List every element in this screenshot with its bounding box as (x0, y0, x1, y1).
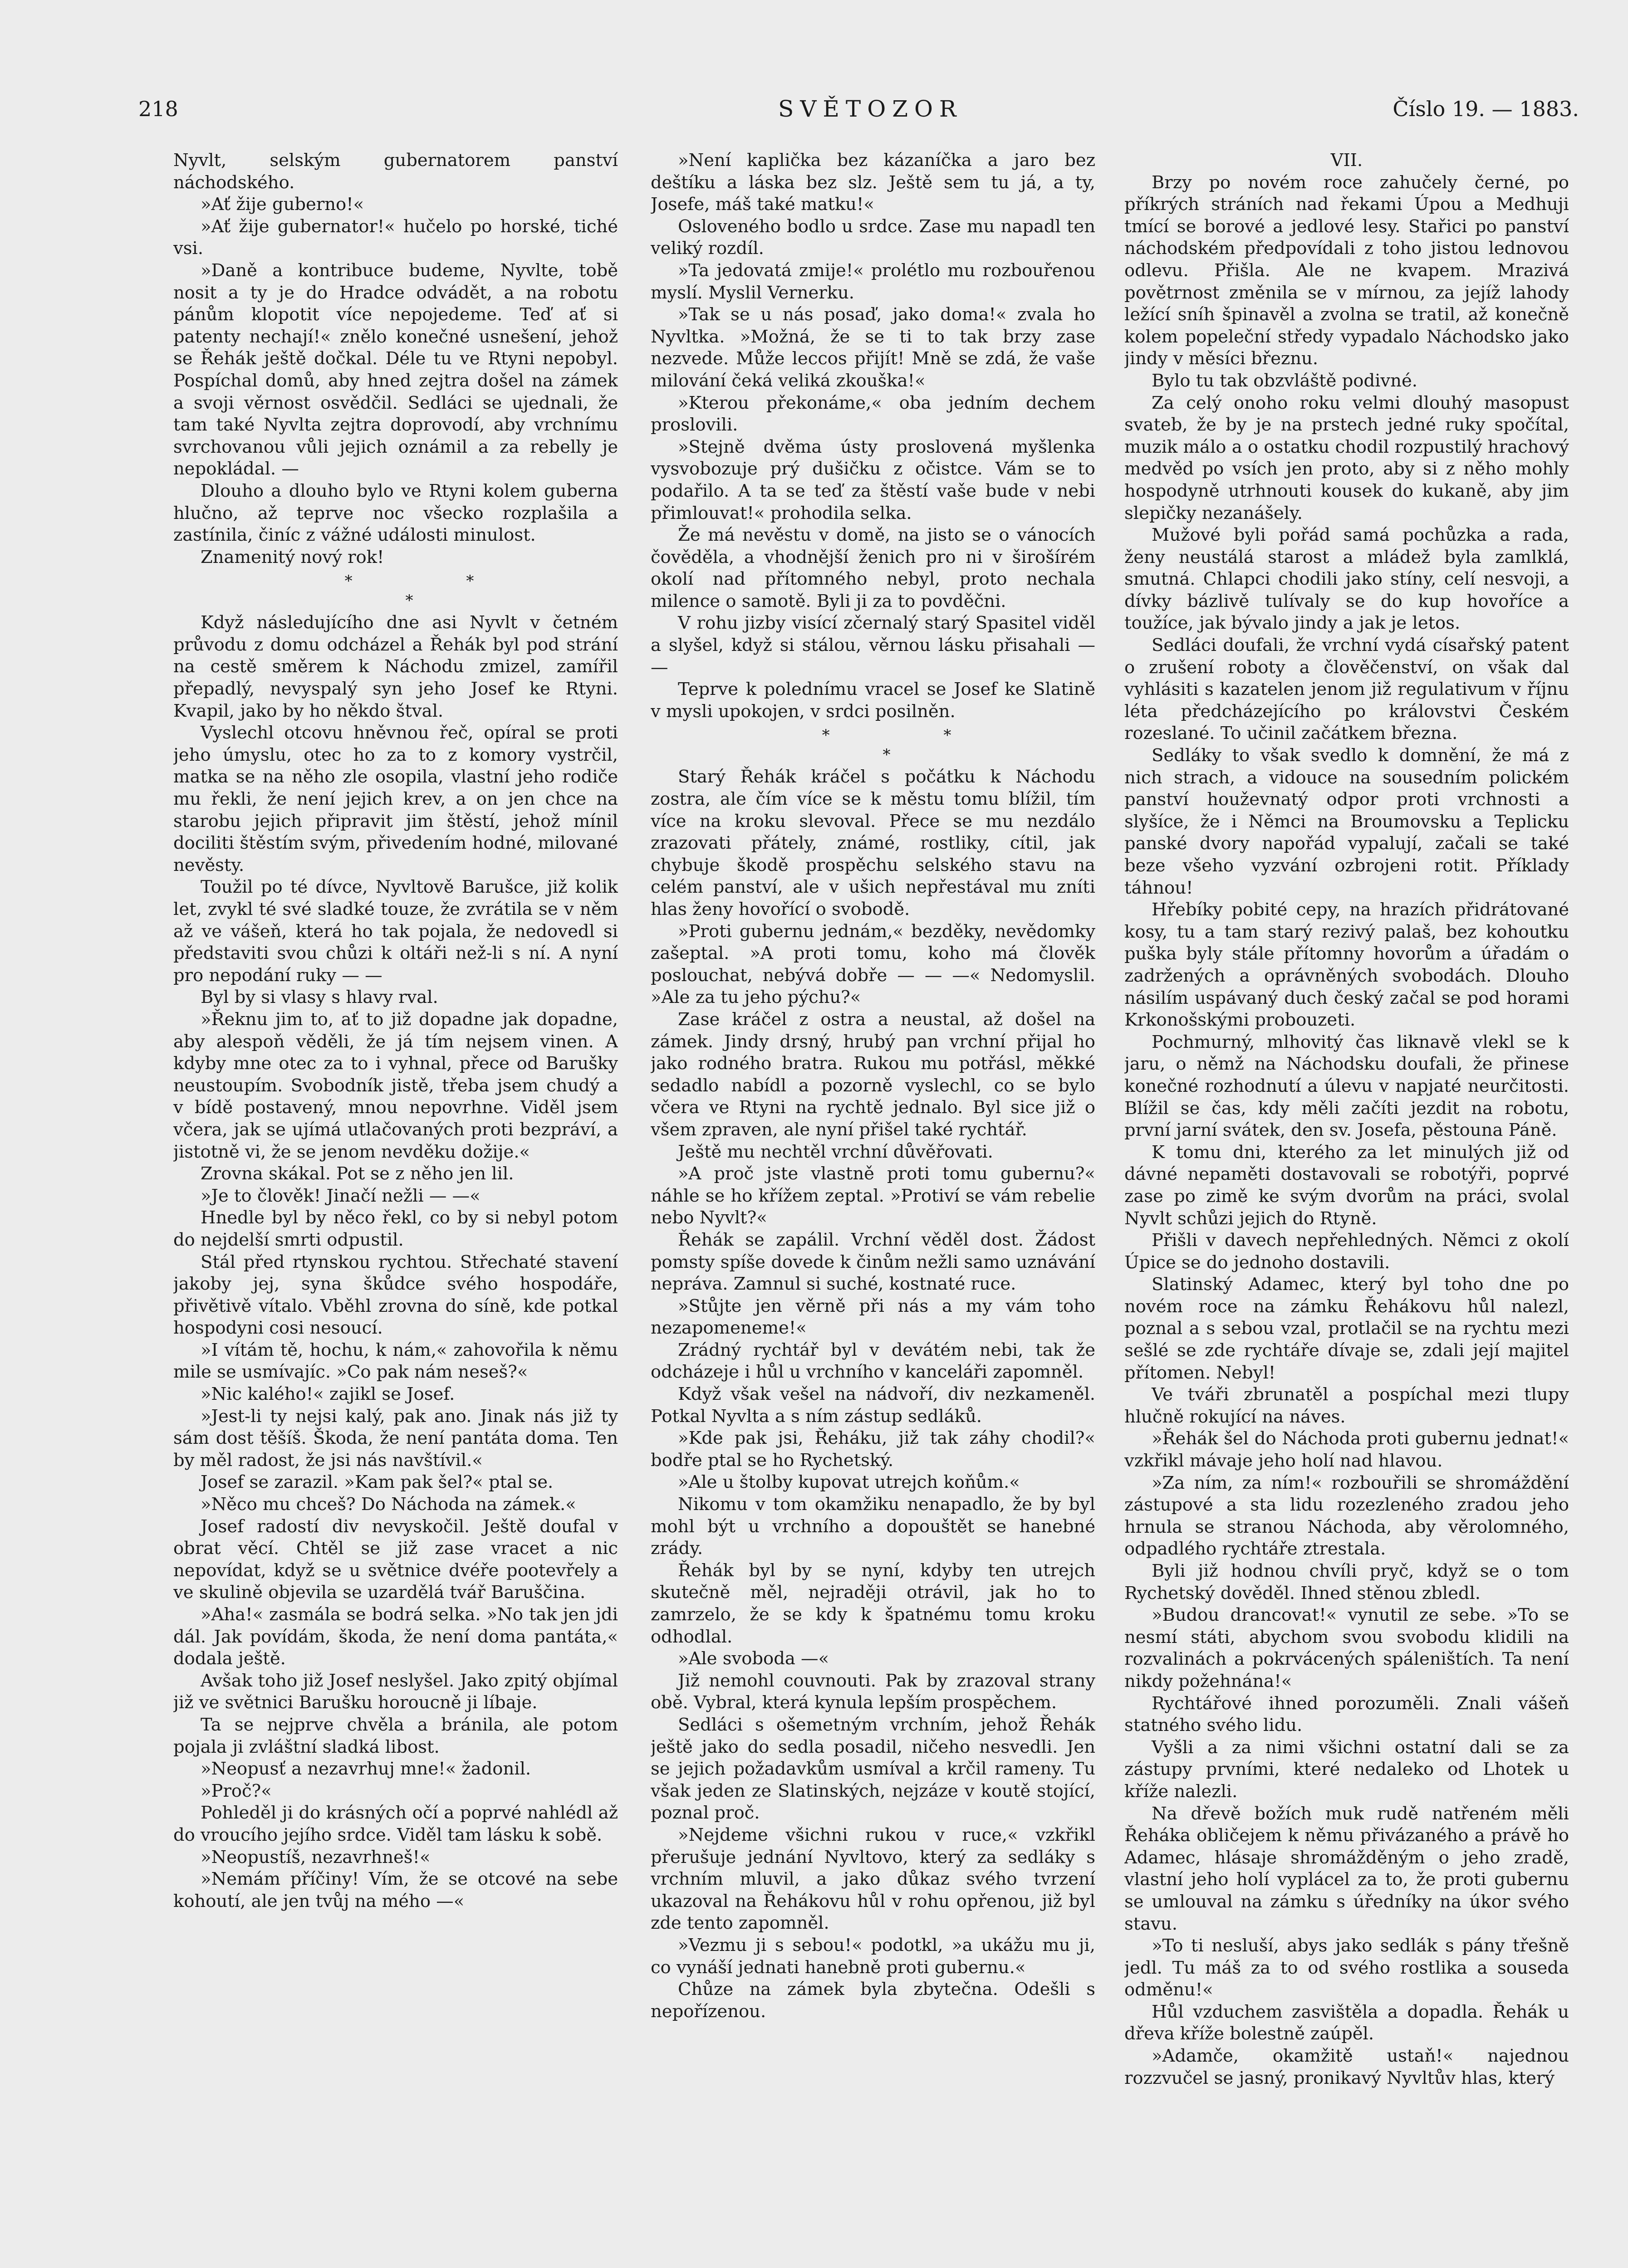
paragraph: Ta se nejprve chvěla a bránila, ale potom pojala ji zvláštní sladká libost. (173, 1714, 618, 1757)
paragraph: Rychtářové ihned porozuměli. Znali vášeň statného svého lidu. (1124, 1693, 1569, 1736)
paragraph: Josef se zarazil. »Kam pak šel?« ptal se. (201, 1472, 554, 1493)
text-column-3 (1124, 150, 1569, 2245)
paragraph: Toužil po té dívce, Nyvltově Barušce, již kolik let, zvykl té své sladké touze, že zvrátila se v něm až ve vášeň, která ho tak pojala, že nedovedl si představiti svou chůzi k oltáři než-li s ní. A nyní pro nepodání ruky — — (173, 877, 618, 986)
paragraph: Byli již hodnou chvíli pryč, když se o tom Rychetský dověděl. Ihned stěnou zbledl. (1124, 1561, 1569, 1603)
paragraph: Zrovna skákal. Pot se z něho jen lil. (201, 1163, 514, 1184)
paragraph: Hřebíky pobité cepy, na hrazích přidrátované kosy, tu a tam starý rezivý palaš, bez kohoutku puška byly stále přítomny hovorům a úřadám o zadržených a oprávněných svobodách. Dlouho násilím uspávaný duch český začal se pod horami Krkonošskými probouzeti. (1124, 899, 1569, 1031)
paragraph: »Jest-li ty nejsi kalý, pak ano. Jinak nás již ty sám dost těšíš. Škoda, že není pantáta doma. Ten by měl radost, že jsi nás navštívil.« (173, 1406, 618, 1471)
paragraph: »Stůjte jen věrně při nás a my vám toho nezapomeneme!« (651, 1295, 1095, 1339)
paragraph: Že má nevěstu v domě, na jisto se o vánocích čověděla, a vhodnější ženich pro ni v širošírém okolí nad přítomného nebyl, proto nechala milence o samotě. Byli ji za to povděčni. (651, 525, 1095, 611)
paragraph: Slatinský Adamec, který byl toho dne po novém roce na zámku Řehákovu hůl nalezl, poznal a s sebou vzal, protlačil se na rychtu mezi sešlé se zde rychtáře dívaje se, zdali její majitel přítomen. Nebyl! (1124, 1274, 1569, 1383)
paragraph: Starý Řehák kráčel s počátku k Náchodu zostra, ale čím více se k městu tomu blížil, tím více na kroku slevoval. Přece se mu nezdálo zrazovati přátely, známé, rostliky, cítil, jak chybuje škodě prospěchu selského stavu na celém panství, ale v ušich nepřestával mu zníti hlas ženy hovořící o svobodě. (651, 767, 1095, 919)
page-number: 218 (138, 97, 178, 121)
paragraph: »Nejdeme všichni rukou v ruce,« vzkřikl přerušuje jednání Nyvltovo, který za sedláky s vrchním mluvil, a jako důkaz svého tvrzení ukazoval na Řehákovu hůl v rohu opřenou, již byl zde tento zapomněl. (651, 1824, 1095, 1934)
paragraph: Řehák se zapálil. Vrchní věděl dost. Žádost pomsty spíše dovede k činům nežli samo uznávání nepráva. Zamnul si suché, kostnaté ruce. (651, 1229, 1095, 1295)
paragraph: »Stejně dvěma ústy proslovená myšlenka vysvobozuje prý dušičku z očistce. Vám se to podařilo. A ta se teď za štěstí vaše bude v nebi přimlouvat!« prohodila selka. (651, 436, 1095, 523)
paragraph: Již nemohl couvnouti. Pak by zrazoval strany obě. Vybral, která kynula lepším prospěchem. (651, 1670, 1095, 1713)
section-separator: * (405, 591, 413, 610)
paragraph: Pohleděl ji do krásných očí a poprvé nahlédl až do vroucího jejího srdce. Viděl tam lásku k sobě. (173, 1803, 618, 1845)
paragraph: »Řehák šel do Náchoda proti gubernu jednat!« vzkřikl mávaje jeho holí nad hlavou. (1124, 1428, 1569, 1471)
paragraph: »Není kaplička bez kázaníčka a jaro bez deštíku a láska bez slz. Ještě sem tu já, a ty, Josefe, máš také matku!« (651, 150, 1095, 215)
paragraph: »Je to člověk! Jinačí nežli — —« (201, 1185, 481, 1206)
paragraph: V rohu jizby visící zčernalý starý Spasitel viděl a slyšel, když si stálou, věrnou lásku přisahali — — (651, 613, 1095, 678)
paragraph: Řehák byl by se nyní, kdyby ten utrejch skutečně měl, nejraději otrávil, jak ho to zamrzelo, že se kdy k špatnému tomu kroku odhodlal. (651, 1560, 1095, 1647)
paragraph: »Vezmu ji s sebou!« podotkl, »a ukážu mu ji, co vynáší jednati hanebně proti gubernu.« (651, 1935, 1095, 1978)
paragraph: »Ať žije guberno!« (201, 194, 364, 215)
paragraph: »I vítám tě, hochu, k nám,« zahovořila k němu mile se usmívajíc. »Co pak nám neseš?« (173, 1339, 618, 1383)
paragraph: Sedláci doufali, že vrchní vydá císařský patent o zrušení roboty a člověčenství, on však dal vyhlásiti s kazatelen jenom již regulativum v říjnu léta předcházejícího po královstvi Českém rozeslané. To učinil začátkem března. (1124, 635, 1569, 744)
paragraph: »Řeknu jim to, ať to již dopadne jak dopadne, aby alespoň věděli, že já tím nejsem vinen. A kdyby mne otec za to i vyhnal, přece od Barušky neustoupím. Svobodník jistě, třeba jsem chudý a v bídě postavený, mnou nepovrhne. Viděl jsem včera, jak se ujímá utlačovaných proti bezpráví, a jistotně vi, že se jenom nevděku dožije.« (173, 1009, 618, 1162)
paragraph: Když však vešel na nádvoří, div nezkameněl. Potkal Nyvlta a s ním zástup sedláků. (651, 1384, 1095, 1427)
paragraph: »Neopusť a nezavrhuj mne!« žadonil. (201, 1759, 531, 1779)
paragraph: »Neopustíš, nezavrhneš!« (201, 1847, 431, 1867)
paragraph: Nyvlt, selským gubernatorem panství náchodského. (173, 150, 618, 193)
paragraph: »Daně a kontribuce budeme, Nyvlte, tobě nosit a ty je do Hradce odvádět, a na robotu pánům klopotit více nepojedeme. Teď ať si patenty nechají!« znělo konečné usnešení, jehož se Řehák ještě dočkal. Déle tu ve Rtyni nepobyl. Pospíchal domů, aby hned zejtra došel na zámek a svoji věrnost osvědčil. Sedláci se ujednali, že tam také Nyvlta zejtra doprovodí, aby vrchnímu svrchovanou vůli jejich oznámil a za rebelly je nepokládal. — (173, 260, 618, 479)
paragraph: Brzy po novém roce zahučely černé, po příkrých stráních nad řekami Úpou a Medhuji tmící se borové a jedlové lesy. Stařici po panství náchodském předpovídali z toho jistou lednovou odlevu. Přišla. Ale ne kvapem. Mrazivá povětrnost změnila se v mírnou, za jejíž lahody ležící sníh špinavěl a zvolna se tratil, až konečně kolem popeleční středy vypadalo Náchodsko jako jindy v měsíci březnu. (1124, 172, 1569, 369)
paragraph: »A proč jste vlastně proti tomu gubernu?« náhle se ho křížem zeptal. »Protiví se vám rebelie nebo Nyvlt?« (651, 1163, 1095, 1228)
paragraph: Osloveného bodlo u srdce. Zase mu napadl ten veliký rozdíl. (651, 216, 1095, 259)
paragraph: »Adamče, okamžitě ustaň!« najednou rozzvučel se jasný, pronikavý Nyvltův hlas, který (1124, 2046, 1569, 2088)
paragraph: »Ta jedovatá zmije!« prolétlo mu rozbouřenou myslí. Myslil Vernerku. (651, 260, 1095, 303)
paragraph: »Nic kalého!« zajikl se Josef. (201, 1384, 455, 1405)
paragraph: Sedláci s ošemetným vrchním, jehož Řehák ještě jako do sedla posadil, ničeho nesvedli. Jen se jejich požadavkům usmíval a krčil rameny. Tu však jeden ze Slatinských, nejzáze v koutě stojící, poznal proč. (651, 1714, 1095, 1823)
paragraph: Byl by si vlasy s hlavy rval. (201, 987, 438, 1008)
paragraph: Sedláky to však svedlo k domnění, že má z nich strach, a vidouce na sousedním polickém panství houževnatý odpor proti vrchnosti a slyšíce, že i Němci na Broumovsku a Teplicku panské dvory napořád vypalují, začali se také beze všeho vyzvání ozbrojeni rotit. Příklady táhnou! (1124, 745, 1569, 898)
paragraph: Josef radostí div nevyskočil. Ještě doufal v obrat věcí. Chtěl se již zase vracet a nic nepovídat, když se u světnice dvéře pootevřely a ve skulině objevila se uzardělá tvář Baruščina. (173, 1516, 618, 1603)
paragraph: Zrádný rychtář byl v devátém nebi, tak že odcházeje i hůl u vrchního v kanceláři zapomněl. (651, 1339, 1095, 1383)
paragraph: »Ale svoboda —« (678, 1648, 829, 1669)
issue-number: Číslo 19. — 1883. (1393, 97, 1579, 121)
chapter-heading: VII. (1330, 150, 1363, 171)
paragraph: »Tak se u nás posaď, jako doma!« zvala ho Nyvltka. »Možná, že se ti to tak brzy zase nezvede. Může leccos přijít! Mně se zdá, že vaše milování čeká veliká zkouška!« (651, 304, 1095, 391)
section-separator: * * (344, 572, 529, 591)
paragraph: »Budou drancovat!« vynutil ze sebe. »To se nesmí státi, abychom svou svobodu klidili na rozvalinách a pokrvácených spáleništích. Ta není nikdy požehnána!« (1124, 1605, 1569, 1691)
paragraph: Nikomu v tom okamžiku nenapadlo, že by byl mohl být u vrchního a dopouštět se hanebné zrády. (651, 1494, 1095, 1559)
paragraph: Vyslechl otcovu hněvnou řeč, opíral se proti jeho úmyslu, otec ho za to z komory vystrčil, matka se na něho zle osopila, vlastní jeho rodiče mu řekli, že není jejich krev, a on jen chce na starobu jejich připravit jim štěstí, jehož mínil dociliti štěstím svým, přivedením hodné, milované nevěsty. (173, 723, 618, 875)
paragraph: »Kde pak jsi, Řeháku, již tak záhy chodil?« bodře ptal se ho Rychetský. (651, 1428, 1095, 1471)
paragraph: Mužové byli pořád samá pochůzka a rada, ženy neustálá starost a mládež byla zamlklá, smutná. Chlapci chodili jako stíny, celí nesvoji, a dívky bázlivě tulívaly se do kup hovoříce a toužíce, jak bývalo jindy a jak je letos. (1124, 525, 1569, 634)
paragraph: »Kterou překonáme,« oba jedním dechem proslovili. (651, 392, 1095, 435)
paragraph: Stál před rtynskou rychtou. Střechaté stavení jakoby jej, syna škůdce svého hospodáře, přivětivě vítalo. Vběhl zrovna do síně, kde potkal hospodyni cosi nesoucí. (173, 1251, 618, 1339)
paragraph: »Aha!« zasmála se bodrá selka. »No tak jen jdi dál. Jak povídám, škoda, že není doma pantáta,« dodala ještě. (173, 1604, 618, 1669)
paragraph: Znamenitý nový rok! (201, 547, 384, 567)
paragraph: Ještě mu nechtěl vrchní důvěřovati. (678, 1141, 993, 1162)
paragraph: K tomu dni, kterého za let minulých již od dávné nepaměti dostavovali se robotýři, poprvé zase po zimě ke svým dvorům na práci, svolal Nyvlt schůzi jejich do Rtyně. (1124, 1142, 1569, 1229)
paragraph: »Nemám příčiny! Vím, že se otcové na sebe kohoutí, ale jen tvůj na mého —« (173, 1869, 618, 1911)
paragraph: Za celý onoho roku velmi dlouhý masopust svateb, že by je na prstech jedné ruky spočítal, muzik málo a o ostatku chodil rozpustilý hrachový medvěd po vsích jen proto, aby si z něho mohly hospodyně utrhnouti kousek do kukaně, aby jim slepičky nezanášely. (1124, 392, 1569, 523)
journal-title: SVĚTOZOR (778, 96, 963, 122)
paragraph: »Něco mu chceš? Do Náchoda na zámek.« (201, 1494, 576, 1515)
section-separator: * * (822, 726, 1006, 745)
paragraph: Když následujícího dne asi Nyvlt v četném průvodu z domu odcházel a Řehák byl pod strání na cestě směrem k Náchodu zmizel, zamířil přepadlý, nevyspalý syn jeho Josef ke Rtyni. Kvapil, jako by ho někdo štval. (173, 612, 618, 721)
paragraph: Ve tváři zbrunatěl a pospíchal mezi tlupy hlučně rokující na náves. (1124, 1384, 1569, 1427)
text-column-2 (651, 150, 1095, 2245)
paragraph: »Ať žije gubernator!« hučelo po horské, tiché vsi. (173, 216, 618, 259)
paragraph: Přišli v davech nepřehledných. Němci z okolí Úpice se do jednoho dostavili. (1124, 1230, 1569, 1273)
paragraph: Na dřevě božích muk rudě natřeném měli Řeháka obličejem k němu přivázaného a právě ho Adamec, hlásaje shromážděným o jeho zradě, vlastní jeho holí vyplácel za to, že proti gubernu se umlouval na zámku s úředníky na úkor svého stavu. (1124, 1803, 1569, 1934)
paragraph: Pochmurný, mlhovitý čas liknavě vlekl se k jaru, o němž na Náchodsku doufali, že přinese konečné rozhodnutí a úlevu v napjaté neurčitosti. Blížil se čas, kdy měli začíti jezdit na robotu, první jarní svátek, den sv. Josefa, pěstouna Páně. (1124, 1031, 1569, 1141)
paragraph: Hnedle byl by něco řekl, co by si nebyl potom do nejdelší smrti odpustil. (173, 1207, 618, 1250)
paragraph: Vyšli a za nimi všichni ostatní dali se za zástupy prvními, které nedaleko od Lhotek u kříže nalezli. (1124, 1737, 1569, 1802)
paragraph: Zase kráčel z ostra a neustal, až došel na zámek. Jindy drsný, hrubý pan vrchní přijal ho jako rodného bratra. Rukou mu potřásl, měkké sedadlo nabídl a pozorně vyslechl, co se bylo včera ve Rtyni na rychtě jednalo. Byl sice již o všem zpraven, ale nyní přišel také rychtář. (651, 1009, 1095, 1140)
paragraph: »Proti gubernu jednám,« bezděky, nevědomky zašeptal. »A proti tomu, koho má člověk poslouchat, nebývá dobře — — —« Nedomyslil. »Ale za tu jeho pýchu?« (651, 921, 1095, 1008)
paragraph: Dlouho a dlouho bylo ve Rtyni kolem guberna hlučno, až teprve noc všecko rozplašila a zastínila, činíc z vážné události minulost. (173, 480, 618, 546)
text-column-1 (173, 150, 618, 2245)
paragraph: Chůze na zámek byla zbytečna. Odešli s nepořízenou. (651, 1979, 1095, 2022)
section-separator: * (883, 746, 891, 764)
paragraph: Bylo tu tak obzvláště podivné. (1152, 370, 1417, 391)
paragraph: Hůl vzduchem zasvištěla a dopadla. Řehák u dřeva kříže bolestně zaúpěl. (1124, 2001, 1569, 2044)
paragraph: »Za ním, za ním!« rozbouřili se shromáždění zástupové a sta lidu rozezleného zradou jeho hrnula se stranou Náchoda, aby věrolomného, odpadlého rychtáře ztrestala. (1124, 1472, 1569, 1559)
page-header (138, 95, 1579, 132)
paragraph: Teprve k polednímu vracel se Josef ke Slatině v mysli upokojen, v srdci posilněn. (651, 679, 1095, 722)
paragraph: »Proč?« (201, 1780, 272, 1801)
paragraph: »To ti nesluší, abys jako sedlák s pány třešně jedl. Tu máš za to od svého rostlika a souseda odměnu!« (1124, 1936, 1569, 2000)
paragraph: »Ale u štolby kupovat utrejch koňům.« (678, 1472, 1020, 1493)
paragraph: Avšak toho již Josef neslyšel. Jako zpitý objímal již ve světnici Barušku horoucně ji líbaje. (173, 1670, 618, 1713)
